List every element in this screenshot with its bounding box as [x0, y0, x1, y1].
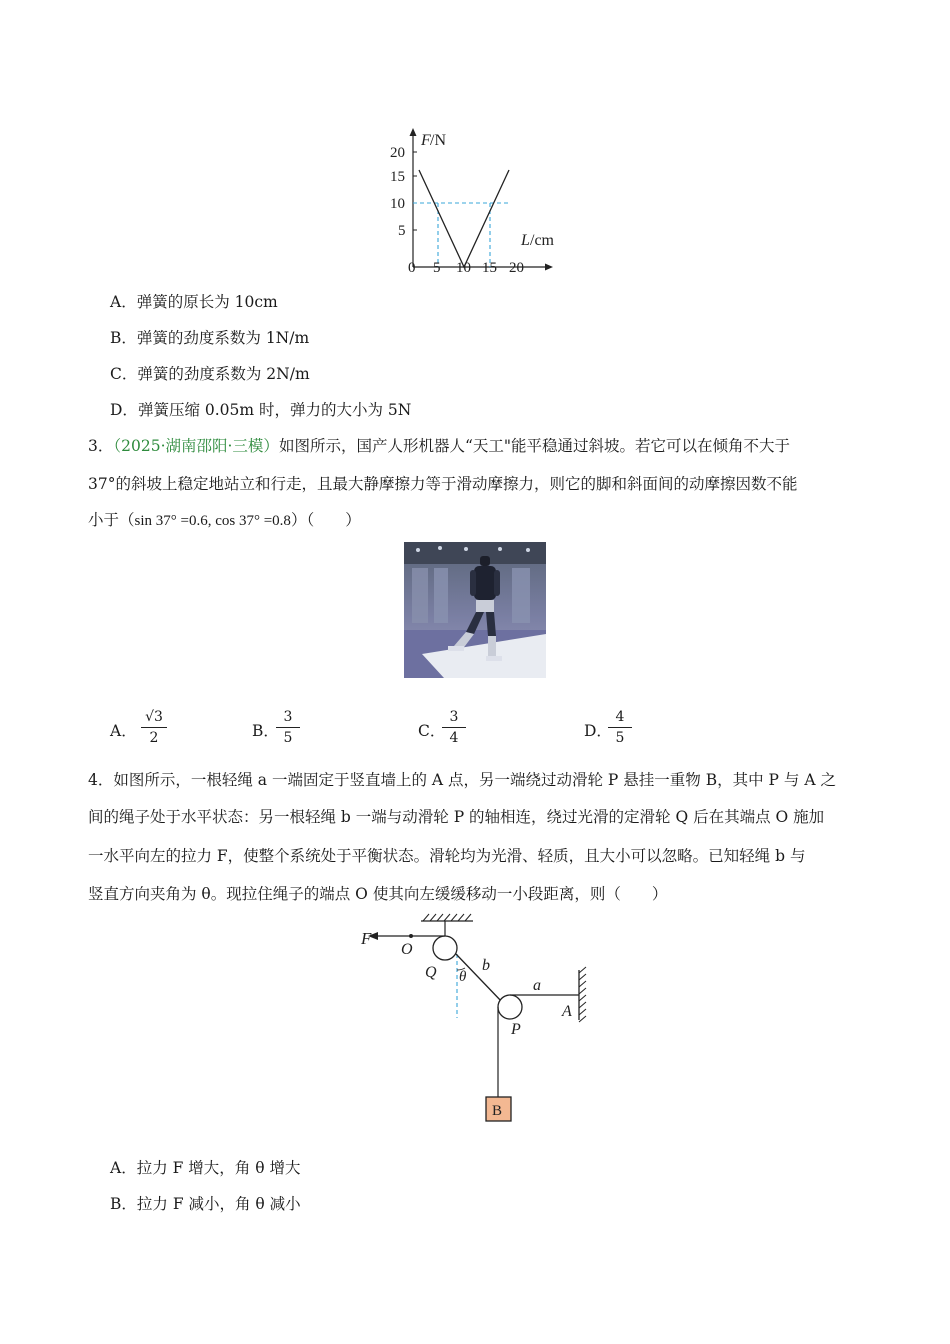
pulley-diagram — [355, 910, 595, 1125]
option-text: 拉力 F 减小，角 θ 减小 — [136, 1195, 301, 1213]
x-axis-unit: /cm — [530, 232, 554, 249]
option-text: 弹簧的劲度系数为 2N/m — [137, 365, 310, 383]
q4-option-a[interactable] — [110, 1157, 301, 1179]
question-source: （2025·湖南邵阳·三模） — [113, 437, 279, 455]
option-label: D． — [584, 722, 612, 740]
force-line — [419, 170, 509, 267]
q4-stem-line1: 4．如图所示，一根轻绳 a 一端固定于竖直墙上的 A 点，另一端绕过动滑轮 P 悬挂一重物 B，其中 P 与 A 之 — [88, 771, 836, 789]
fraction: 3 5 — [276, 708, 300, 747]
x-tick-15: 15 — [482, 260, 497, 276]
x-tick-0: 0 — [408, 260, 416, 276]
option-text: 弹簧压缩 0.05m 时，弹力的大小为 5N — [137, 401, 412, 419]
label-A: A — [562, 1003, 572, 1020]
x-tick-10: 10 — [456, 260, 471, 276]
y-tick-20: 20 — [390, 145, 405, 161]
option-text: 弹簧的劲度系数为 1N/m — [136, 329, 310, 347]
q3-stem-line1: 3．（2025·湖南邵阳·三模）如图所示，国产人形机器人“天工"能平稳通过斜坡。若它可以在倾角不大于 — [88, 437, 790, 455]
label-O: O — [401, 941, 413, 958]
option-label: B． — [110, 329, 137, 347]
label-B: B — [492, 1103, 503, 1119]
fraction: 4 5 — [608, 708, 632, 747]
robot-photo — [404, 542, 546, 678]
spring-force-graph — [385, 125, 565, 280]
q4-stem-line4: 竖直方向夹角为 θ。现拉住绳子的端点 O 使其向左缓缓移动一小段距离，则（ ） — [88, 885, 668, 903]
trig-formula: sin 37° =0.6, cos 37° =0.8 — [134, 513, 291, 529]
fraction: √3 2 — [141, 708, 167, 747]
y-tick-5: 5 — [398, 223, 406, 239]
option-label: B． — [110, 1195, 137, 1213]
q2-option-d[interactable] — [110, 399, 411, 421]
label-theta: θ — [459, 969, 467, 985]
q2-option-a[interactable] — [110, 291, 278, 313]
option-text: 拉力 F 增大，角 θ 增大 — [136, 1159, 301, 1177]
option-label: A． — [110, 1159, 137, 1177]
q3-stem-line2: 37°的斜坡上稳定地站立和行走，且最大静摩擦力等于滑动摩擦力，则它的脚和斜面间的动摩擦因数不能 — [88, 475, 798, 493]
label-P: P — [511, 1021, 521, 1038]
option-label: D． — [110, 401, 138, 419]
q3-stem-line3: 小于（sin 37° =0.6, cos 37° =0.8）（ ） — [88, 511, 361, 529]
option-label: C． — [110, 365, 138, 383]
option-label: C． — [418, 722, 446, 740]
y-axis-unit: /N — [430, 132, 446, 149]
x-axis-var: L — [521, 232, 530, 249]
question-number: 3． — [88, 437, 114, 455]
q4-stem-line2: 间的绳子处于水平状态：另一根轻绳 b 一端与动滑轮 P 的轴相连，绕过光滑的定滑轮 Q 后在其端点 O 施加 — [88, 808, 825, 826]
option-label: B． — [252, 722, 279, 740]
x-tick-5: 5 — [433, 260, 441, 276]
x-tick-20: 20 — [509, 260, 524, 276]
q2-option-c[interactable] — [110, 363, 310, 385]
label-b: b — [482, 957, 490, 974]
y-axis-var: F — [421, 132, 431, 149]
label-a: a — [533, 977, 541, 994]
y-tick-10: 10 — [390, 196, 405, 212]
q4-stem-line3: 一水平向左的拉力 F，使整个系统处于平衡状态。滑轮均为光滑、轻质，且大小可以忽略。已知轻绳 b 与 — [88, 847, 806, 865]
q2-option-b[interactable] — [110, 327, 309, 349]
label-F: F — [361, 929, 372, 948]
option-label: A． — [110, 293, 137, 311]
fraction: 3 4 — [442, 708, 466, 747]
option-text: 弹簧的原长为 10cm — [136, 293, 278, 311]
y-tick-15: 15 — [390, 169, 405, 185]
q4-option-b[interactable] — [110, 1193, 301, 1215]
label-Q: Q — [425, 964, 437, 981]
option-label: A． — [110, 722, 137, 740]
